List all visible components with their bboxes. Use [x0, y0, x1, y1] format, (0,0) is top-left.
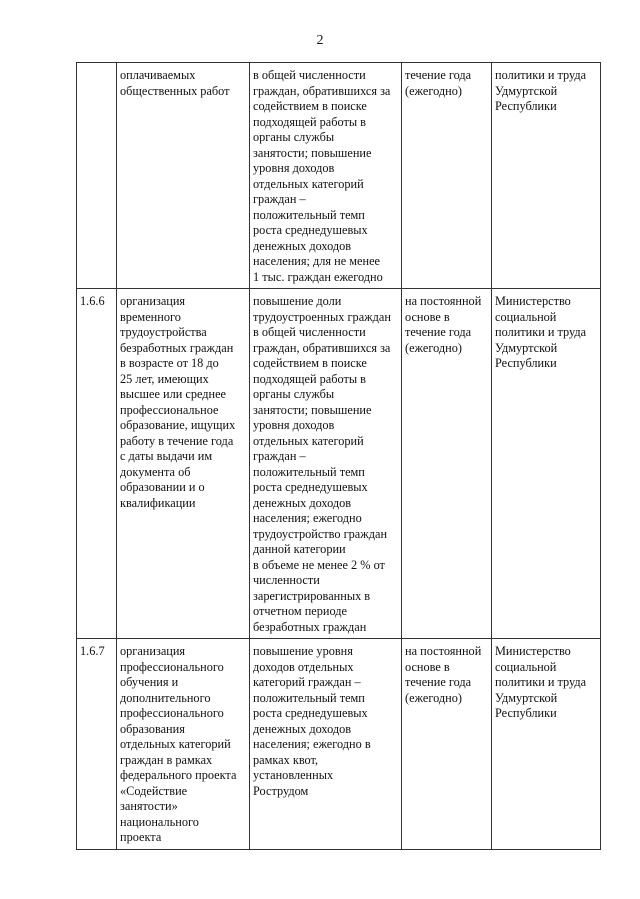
cell-measure	[117, 63, 250, 289]
measures-table	[76, 62, 601, 850]
page-number: 2	[316, 33, 324, 48]
execution-term: на постоянной основе в течение года (ежегодно)	[405, 294, 482, 355]
cell-measure	[117, 639, 250, 850]
cell-result	[250, 63, 402, 289]
measure-name: организация профессионального обучения и дополнительного профессионального образования отдельных категорий граждан в рамках федерального проекта «Содействие занятости» национального проекта	[120, 644, 237, 844]
cell-measure	[117, 289, 250, 639]
cell-result	[250, 289, 402, 639]
execution-term: течение года (ежегодно)	[405, 68, 472, 98]
expected-result: повышение уровня доходов отдельных категорий граждан – положительный темп роста среднедушевых денежных доходов населения; ежегодно в рамках квот, установленных Рострудом	[253, 644, 371, 798]
executor: Министерство социальной политики и труда Удмуртской Республики	[495, 644, 587, 720]
cell-number	[77, 63, 117, 289]
measure-name: оплачиваемых общественных работ	[120, 68, 230, 98]
execution-term: на постоянной основе в течение года (ежегодно)	[405, 644, 482, 705]
cell-term	[402, 639, 492, 850]
row-number: 1.6.7	[80, 644, 105, 658]
table-row	[77, 63, 601, 289]
cell-result	[250, 639, 402, 850]
expected-result: в общей численности граждан, обратившихся за содействием в поиске подходящей работы в органы службы занятости; повышение уровня доходов отдельных категорий граждан – положительный темп роста среднедушевых денежных доходов населения; для не менее 1 тыс. граждан ежегодно	[253, 68, 391, 284]
cell-executor	[492, 639, 601, 850]
measure-name: организация временного трудоустройства безработных граждан в возрасте от 18 до 25 лет, имеющих высшее или среднее профессиональное образование, ищущих работу в течение года с даты выдачи им документа об образовании и о квалификации	[120, 294, 236, 510]
cell-term	[402, 289, 492, 639]
cell-executor	[492, 289, 601, 639]
row-number: 1.6.6	[80, 294, 105, 308]
cell-number	[77, 639, 117, 850]
expected-result: повышение доли трудоустроенных граждан в общей численности граждан, обратившихся за содействием в поиске подходящей работы в органы службы занятости; повышение уровня доходов отдельных категорий граждан – положительный темп роста среднедушевых денежных доходов населения; ежегодно трудоустройство граждан данной категории в объеме не менее 2 % от численности зарегистрированных в отчетном периоде безработных граждан	[253, 294, 391, 634]
table-row	[77, 289, 601, 639]
cell-term	[402, 63, 492, 289]
cell-executor	[492, 63, 601, 289]
table-row	[77, 639, 601, 850]
executor: политики и труда Удмуртской Республики	[495, 68, 587, 113]
cell-number	[77, 289, 117, 639]
executor: Министерство социальной политики и труда Удмуртской Республики	[495, 294, 587, 370]
